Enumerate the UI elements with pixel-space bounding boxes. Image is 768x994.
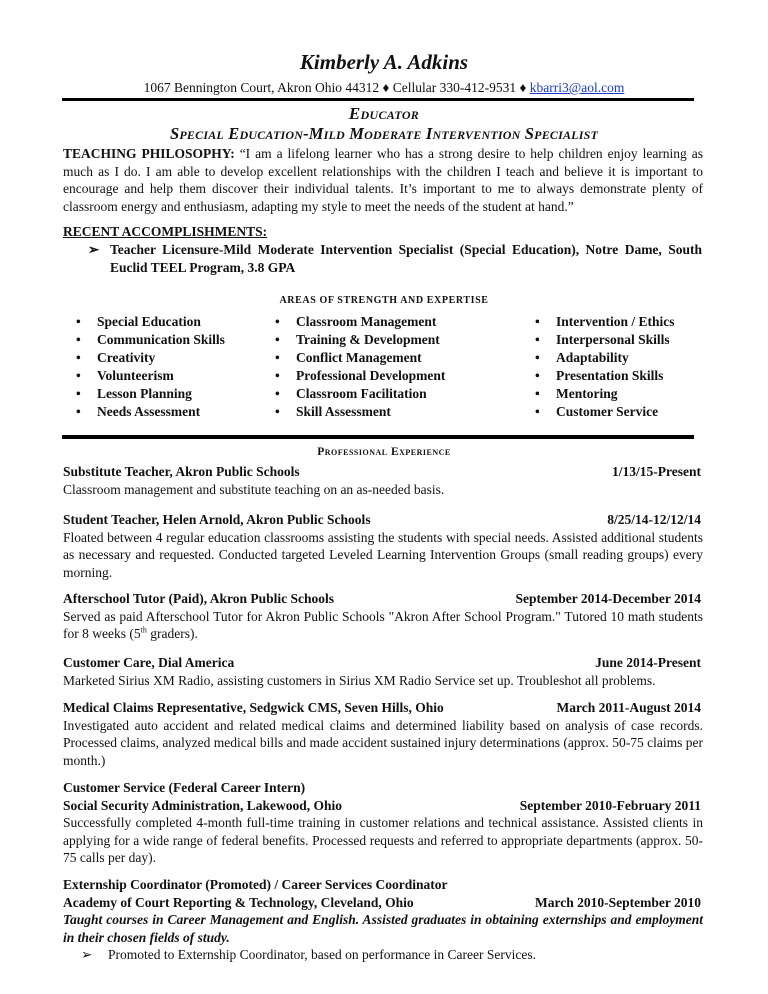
bullet-icon: • <box>275 404 280 419</box>
arrow-bullet-icon: ➢ <box>88 242 100 257</box>
bullet-icon: • <box>275 314 280 329</box>
job-title: Medical Claims Representative, Sedgwick CMS, Seven Hills, Ohio <box>63 700 444 715</box>
job-description: Classroom management and substitute teaching on an as-needed basis. <box>63 481 445 497</box>
job-bullet: ➢ Promoted to Externship Coordinator, based on performance in Career Services. <box>81 947 536 962</box>
job-title: Externship Coordinator (Promoted) / Career Services Coordinator <box>63 877 448 892</box>
accomplishment-text: Teacher Licensure-Mild Moderate Intervention Specialist (Special Education), Notre Dame, South Euclid TEEL Program, 3.8 GPA <box>110 242 702 275</box>
job-date: March 2010-September 2010 <box>535 894 701 910</box>
job-date: March 2011-August 2014 <box>556 700 701 715</box>
diamond-separator-icon: ♦ <box>519 80 527 95</box>
job-date: September 2010-February 2011 <box>519 797 701 813</box>
bullet-icon: • <box>76 350 81 365</box>
job-entry <box>63 876 703 964</box>
job-description: Served as paid Afterschool Tutor for Akron Public Schools "Akron After School Program." Tutored 10 math students for 8 weeks (5th graders). <box>63 608 703 641</box>
job-title: Customer Care, Dial America <box>63 655 235 670</box>
bullet-icon: • <box>76 404 81 419</box>
job-entry <box>63 511 703 581</box>
bullet-icon: • <box>535 314 540 329</box>
diamond-separator-icon: ♦ <box>382 80 390 95</box>
philosophy-label: TEACHING PHILOSOPHY: <box>63 146 235 161</box>
bullet-icon: • <box>275 332 280 347</box>
job-date: 8/25/14-12/12/14 <box>607 512 701 527</box>
job-entry <box>63 779 703 867</box>
job-employer: Social Security Administration, Lakewood, Ohio <box>63 797 343 813</box>
accomplishments-heading: RECENT ACCOMPLISHMENTS: <box>63 224 268 239</box>
address: 1067 Bennington Court, Akron Ohio 44312 <box>143 80 380 95</box>
job-description: Marketed Sirius XM Radio, assisting customers in Sirius XM Radio Service set up. Troubleshot all problems. <box>63 672 656 688</box>
job-date: June 2014-Present <box>595 655 701 670</box>
job-entry <box>63 463 703 498</box>
job-title: Customer Service (Federal Career Intern) <box>63 780 306 795</box>
job-description: Floated between 4 regular education classrooms assisting the students with special needs. Assisted additional students as necessary and requested. Conducted targeted Leveled Learning Intervention Groups (small reading groups) every morning. <box>63 529 703 580</box>
accomplishment-item <box>88 241 702 276</box>
bullet-icon: • <box>535 368 540 383</box>
bullet-icon: • <box>535 404 540 419</box>
bullet-icon: • <box>76 368 81 383</box>
candidate-name: Kimberly A. Adkins <box>299 50 469 74</box>
bullet-icon: • <box>275 350 280 365</box>
arrow-bullet-icon: ➢ <box>81 947 93 962</box>
job-date: 1/13/15-Present <box>612 464 701 479</box>
email-link[interactable]: kbarri3@aol.com <box>529 80 625 95</box>
role-subtitle: Special Education-Mild Moderate Intervention Specialist <box>170 124 598 143</box>
bullet-icon: • <box>76 314 81 329</box>
job-title: Afterschool Tutor (Paid), Akron Public Schools <box>63 591 335 606</box>
header-divider <box>62 98 694 101</box>
bullet-icon: • <box>275 368 280 383</box>
job-description: Investigated auto accident and related medical claims and determined liability based on analysis of case records. Processed claims, analyzed medical bills and made accident sustained injury determinations (approx. 50-75 claims per month.) <box>63 717 703 768</box>
phone: Cellular 330-412-9531 <box>392 80 517 95</box>
bullet-icon: • <box>275 386 280 401</box>
job-title: Substitute Teacher, Akron Public Schools <box>63 464 300 479</box>
teaching-philosophy <box>63 145 703 215</box>
bullet-icon: • <box>535 386 540 401</box>
job-description: Taught courses in Career Management and English. Assisted graduates in obtaining externships and employment in their chosen fields of study. <box>63 912 703 945</box>
role-title: Educator <box>348 104 420 123</box>
job-entry <box>63 590 703 643</box>
philosophy-text: “I am a lifelong learner who has a strong desire to help children enjoy learning as much as I do. I am able to develop excellent relationships with the children I teach and believe it is important to encourage and help them discover their individual talents. It’s important to me to always demonstrate plenty of classroom energy and enthusiasm, adapting my style to meet the needs of the student at hand.” <box>63 146 703 214</box>
contact-line <box>0 80 768 96</box>
job-date: September 2014-December 2014 <box>515 591 701 606</box>
section-divider <box>62 435 694 439</box>
job-employer: Academy of Court Reporting & Technology, Cleveland, Ohio <box>63 894 414 910</box>
job-entry <box>63 654 703 689</box>
job-entry <box>63 699 703 769</box>
bullet-icon: • <box>76 386 81 401</box>
job-title: Student Teacher, Helen Arnold, Akron Public Schools <box>63 512 371 527</box>
areas-heading: AREAS OF STRENGTH AND EXPERTISE <box>279 295 489 306</box>
job-description: Successfully completed 4-month full-time training in customer relations and technical assistance. Assisted clients in applying for a wide range of federal benefits. Processed requests and referred to appropriate departments (approx. 50-75 calls per day). <box>63 815 703 865</box>
bullet-icon: • <box>535 350 540 365</box>
experience-heading: Professional Experience <box>317 446 451 458</box>
bullet-icon: • <box>535 332 540 347</box>
bullet-icon: • <box>76 332 81 347</box>
